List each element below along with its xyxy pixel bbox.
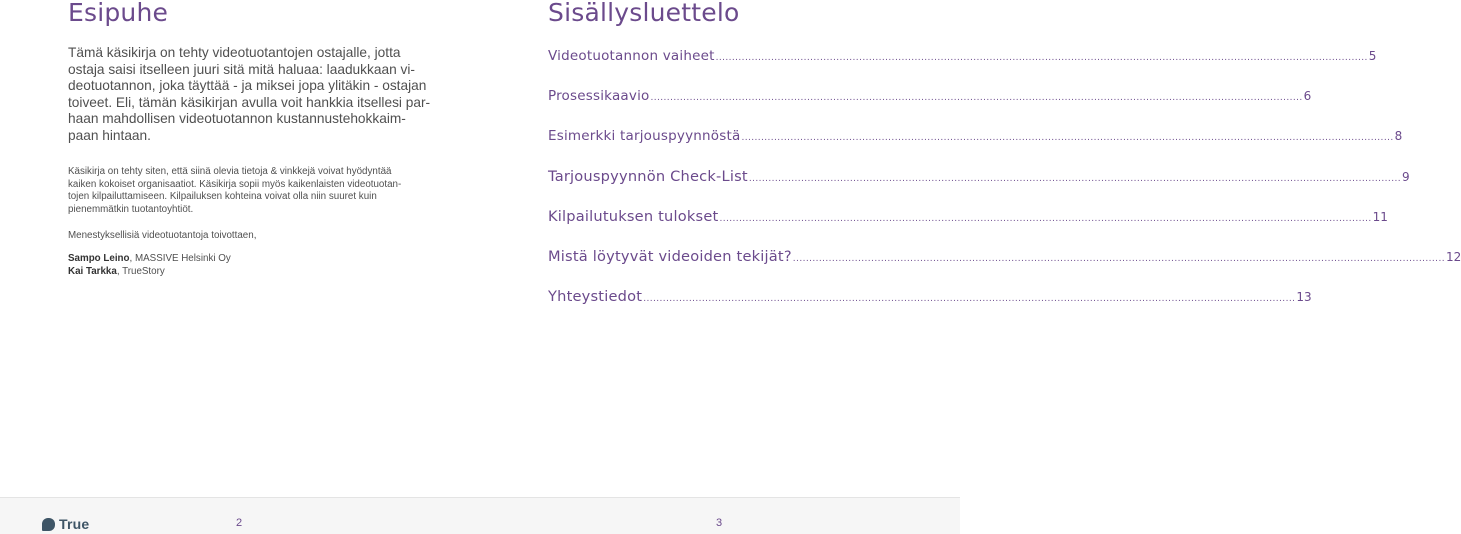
toc-leader-dots: ........................................................................................................................................................................................................ <box>715 53 1368 63</box>
signature-name: Sampo Leino <box>68 253 130 264</box>
toc-entry[interactable] <box>548 288 1312 328</box>
intro-line: toiveet. Eli, tämän käsikirjan avulla voit hankkia itsellesi par- <box>68 94 431 110</box>
preface-title: Esipuhe <box>68 0 169 27</box>
intro-line: Tämä käsikirja on tehty videotuotantojen ostajalle, jotta <box>68 45 401 60</box>
toc-entry[interactable] <box>548 48 1377 88</box>
toc-entry-title: Mistä löytyvät videoiden tekijät? <box>548 248 792 265</box>
page-number-left: 2 <box>236 517 243 529</box>
toc-entry[interactable] <box>548 88 1312 128</box>
intro-paragraph <box>68 45 431 145</box>
toc-entry-page: 9 <box>1401 170 1410 184</box>
right-page <box>480 0 1461 497</box>
toc-entry-page: 13 <box>1296 290 1312 304</box>
page-number-right: 3 <box>716 517 723 529</box>
toc-leader-dots: ........................................................................................................................................................................................................ <box>741 133 1394 143</box>
toc-entry-title: Prosessikaavio <box>548 88 650 104</box>
intro-line: paan hintaan. <box>68 127 151 143</box>
usage-line: kaiken kokoiset organisaatiot. Käsikirja sopii myös kaikenlaisten videotuotan- <box>68 178 402 190</box>
usage-line: tojen kilpailuttamiseen. Kilpailuksen kohteina voivat olla niin suuret kuin <box>68 191 377 203</box>
toc-leader-dots: ........................................................................................................................................................................................................ <box>650 93 1303 103</box>
closing-line: Menestyksellisiä videotuotantoja toivottaen, <box>68 230 257 241</box>
intro-line: deotuotannon, joka täyttää - ja miksei jopa ylitäkin - ostajan <box>68 78 427 94</box>
usage-line: Käsikirja on tehty siten, että siinä olevia tietoja & vinkkejä voivat hyödyntää <box>68 166 392 177</box>
toc-title: Sisällysluettelo <box>548 0 740 27</box>
signatures <box>68 253 428 278</box>
intro-line: haan mahdollisen videotuotannon kustannustehokkaim- <box>68 111 406 127</box>
left-page <box>0 0 480 497</box>
speech-bubble-icon <box>42 518 55 531</box>
toc-entry[interactable] <box>548 248 1461 288</box>
toc-entry-page: 12 <box>1445 250 1461 264</box>
toc-entry[interactable] <box>548 168 1410 208</box>
toc-entry-page: 11 <box>1372 210 1388 224</box>
toc-entry-title: Videotuotannon vaiheet <box>548 48 715 64</box>
toc-entry[interactable] <box>548 208 1388 248</box>
signature-2 <box>68 266 428 279</box>
toc-entry-page: 6 <box>1303 89 1312 103</box>
toc-entry-page: 8 <box>1394 129 1403 143</box>
true-logo <box>42 516 89 532</box>
logo-text: True <box>59 516 90 532</box>
toc-entry[interactable] <box>548 128 1403 168</box>
table-of-contents <box>548 48 1461 328</box>
page-footer <box>0 497 960 534</box>
usage-paragraph <box>68 166 428 217</box>
signature-org: , TrueStory <box>116 265 165 277</box>
intro-line: ostaja saisi itselleen juuri sitä mitä haluaa: laadukkaan vi- <box>68 61 415 77</box>
toc-leader-dots: ........................................................................................................................................................................................................ <box>643 294 1296 304</box>
toc-entry-title: Yhteystiedot <box>548 288 643 305</box>
toc-entry-title: Kilpailutuksen tulokset <box>548 208 719 225</box>
signature-1 <box>68 253 428 266</box>
toc-leader-dots: ........................................................................................................................................................................................................ <box>719 214 1372 224</box>
toc-leader-dots: ........................................................................................................................................................................................................ <box>748 174 1401 184</box>
toc-entry-title: Esimerkki tarjouspyynnöstä <box>548 128 741 144</box>
usage-line: pienemmätkin tuotantoyhtiöt. <box>68 204 194 216</box>
toc-entry-page: 5 <box>1368 49 1377 63</box>
signature-name: Kai Tarkka <box>68 265 117 277</box>
signature-org: , MASSIVE Helsinki Oy <box>129 253 231 264</box>
toc-entry-title: Tarjouspyynnön Check-List <box>548 168 748 185</box>
toc-leader-dots: ........................................................................................................................................................................................................ <box>792 254 1445 264</box>
